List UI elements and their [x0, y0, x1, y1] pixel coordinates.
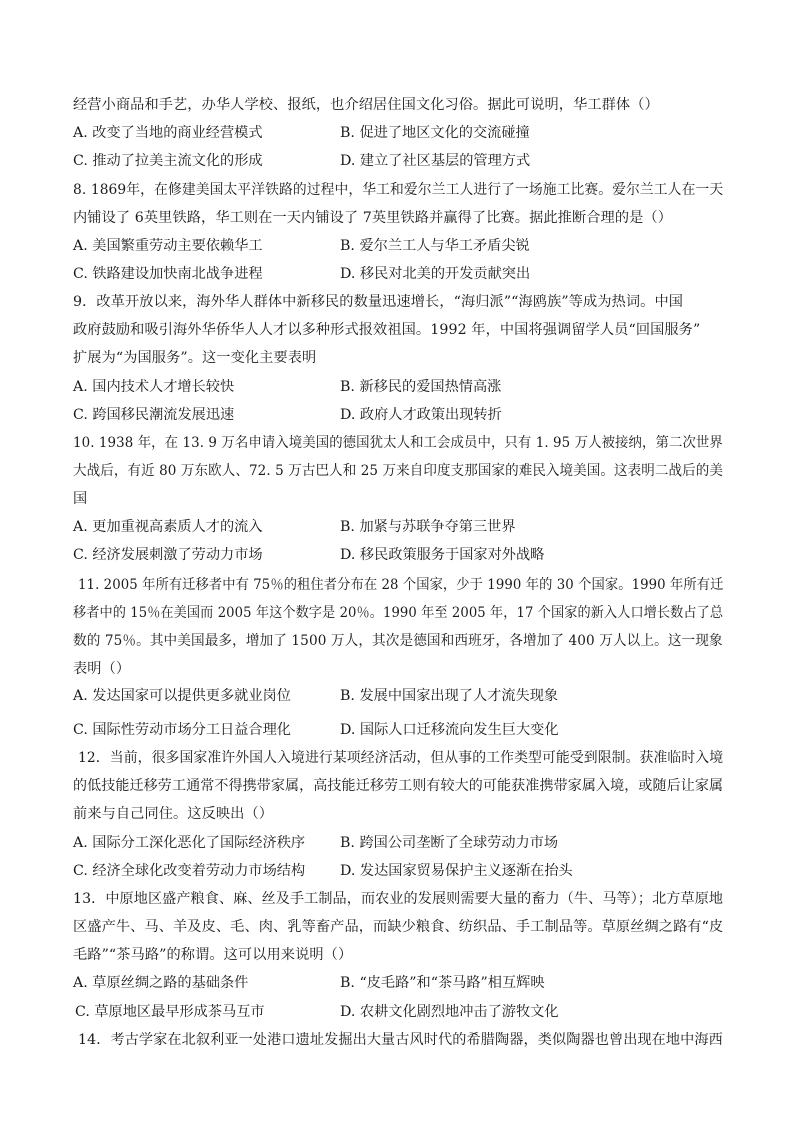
question-13-stem-line-1: 13．中原地区盛产粮食、麻、丝及手工制品，而农业的发展则需要大量的畜力（牛、马等）；北方草原地	[73, 891, 724, 907]
question-12-stem-line-2: 的低技能迁移劳工通常不得携带家属，高技能迁移劳工则有较大的可能获准携带家属入境，或随后让家属	[73, 778, 724, 794]
question-8-option-c[interactable]: C. 铁路建设加快南北战争进程	[73, 266, 263, 282]
question-13-option-c[interactable]: C. 草原地区最早形成茶马互市	[75, 1004, 265, 1020]
question-7-option-b[interactable]: B. 促进了地区文化的交流碰撞	[340, 125, 530, 141]
question-9-option-a[interactable]: A. 国内技术人才增长较快	[73, 379, 235, 395]
question-8-stem-line-1: 8. 1869年，在修建美国太平洋铁路的过程中，华工和爱尔兰工人进行了一场施工比赛。爱尔兰工人在一天	[73, 182, 724, 198]
question-13-stem-line-2: 区盛产牛、马、羊及皮、毛、肉、乳等畜产品，而缺少粮食、纺织品、手工制品等。草原丝绸之路有“皮	[73, 919, 724, 935]
question-9-option-d[interactable]: D. 政府人才政策出现转折	[340, 407, 502, 423]
question-9-stem-line-3: 扩展为“为国服务”。这一变化主要表明	[73, 350, 317, 366]
question-11-stem-line-2: 移者中的 15％在美国而 2005 年这个数字是 20％。1990 年至 2005 年，17 个国家的新入人口增长数占了总	[73, 605, 724, 621]
question-10-option-a[interactable]: A. 更加重视高素质人才的流入	[73, 519, 263, 535]
question-9-stem-line-1: 9．改革开放以来，海外华人群体中新移民的数量迅速增长，“海归派”“海鸥族”等成为热词。中国	[73, 294, 684, 310]
question-12-option-d[interactable]: D. 发达国家贸易保护主义逐渐在抬头	[340, 863, 573, 879]
question-11-stem-line-1: 11. 2005 年所有迁移者中有 75％的租住者分布在 28 个国家，少于 1990 年的 30 个国家。1990 年所有迁	[78, 577, 724, 593]
question-9-option-c[interactable]: C. 跨国移民潮流发展迅速	[73, 407, 235, 423]
question-13-option-d[interactable]: D. 农耕文化剧烈地冲击了游牧文化	[340, 1004, 559, 1020]
question-11-option-c[interactable]: C. 国际性劳动市场分工日益合理化	[73, 722, 291, 738]
question-12-stem-line-3: 前来与自己同住。这反映出（）	[73, 806, 274, 822]
question-10-stem-line-1: 10. 1938 年，在 13. 9 万名申请入境美国的德国犹太人和工会成员中，只有 1. 95 万人被接纳，第二次世界	[73, 435, 723, 451]
question-13-option-b[interactable]: B. “皮毛路”和“茶马路”相互辉映	[340, 975, 545, 991]
question-10-option-b[interactable]: B. 加紧与苏联争夺第三世界	[340, 519, 516, 535]
question-8-stem-line-2: 内铺设了 6英里铁路，华工则在一天内铺设了 7英里铁路并赢得了比赛。据此推断合理的是（）	[73, 210, 672, 226]
question-10-stem-line-3: 国	[73, 491, 88, 507]
question-7-option-c[interactable]: C. 推动了拉美主流文化的形成	[73, 153, 263, 169]
question-12-option-b[interactable]: B. 跨国公司垄断了全球劳动力市场	[340, 835, 559, 851]
question-12-option-c[interactable]: C. 经济全球化改变着劳动力市场结构	[73, 863, 306, 879]
question-10-option-d[interactable]: D. 移民政策服务于国家对外战略	[340, 547, 545, 563]
question-12-stem-line-1: 12．当前，很多国家准许外国人入境进行某项经济活动，但从事的工作类型可能受到限制。获准临时入境	[78, 750, 724, 766]
question-12-option-a[interactable]: A. 国际分工深化恶化了国际经济秩序	[73, 835, 306, 851]
question-7-stem: 经营小商品和手艺，办华人学校、报纸，也介绍居住国文化习俗。据此可说明，华工群体（）	[73, 97, 659, 113]
question-11-option-b[interactable]: B. 发展中国家出现了人才流失现象	[340, 688, 559, 704]
question-7-option-d[interactable]: D. 建立了社区基层的管理方式	[340, 153, 531, 169]
question-11-stem-line-4: 表明（）	[73, 661, 131, 677]
question-8-option-a[interactable]: A. 美国繁重劳动主要依赖华工	[73, 238, 263, 254]
question-10-stem-line-2: 大战后，有近 80 万东欧人、72. 5 万古巴人和 25 万来自印度支那国家的难民入境美国。这表明二战后的美	[73, 463, 723, 479]
question-11-option-d[interactable]: D. 国际人口迁移流向发生巨大变化	[340, 722, 559, 738]
question-11-stem-line-3: 数的 75％。其中美国最多，增加了 1500 万人，其次是德国和西班牙，各增加了 400 万人以上。这一现象	[73, 633, 723, 649]
question-10-option-c[interactable]: C. 经济发展刺激了劳动力市场	[73, 547, 263, 563]
question-9-stem-line-2: 政府鼓励和吸引海外华侨华人人才以多种形式报效祖国。1992 年，中国将强调留学人员“回国服务”	[73, 322, 701, 338]
question-14-stem-line-1: 14．考古学家在北叙利亚一处港口遗址发掘出大量古风时代的希腊陶器，类似陶器也曾出现在地中海西	[78, 1032, 723, 1048]
question-11-option-a[interactable]: A. 发达国家可以提供更多就业岗位	[73, 688, 291, 704]
question-8-option-d[interactable]: D. 移民对北美的开发贡献突出	[340, 266, 531, 282]
question-13-stem-line-3: 毛路”“茶马路”的称谓。这可以用来说明（）	[73, 947, 353, 963]
question-8-option-b[interactable]: B. 爱尔兰工人与华工矛盾尖锐	[340, 238, 530, 254]
question-9-option-b[interactable]: B. 新移民的爱国热情高涨	[340, 379, 502, 395]
question-7-option-a[interactable]: A. 改变了当地的商业经营模式	[73, 125, 263, 141]
question-13-option-a[interactable]: A. 草原丝绸之路的基础条件	[73, 975, 249, 991]
